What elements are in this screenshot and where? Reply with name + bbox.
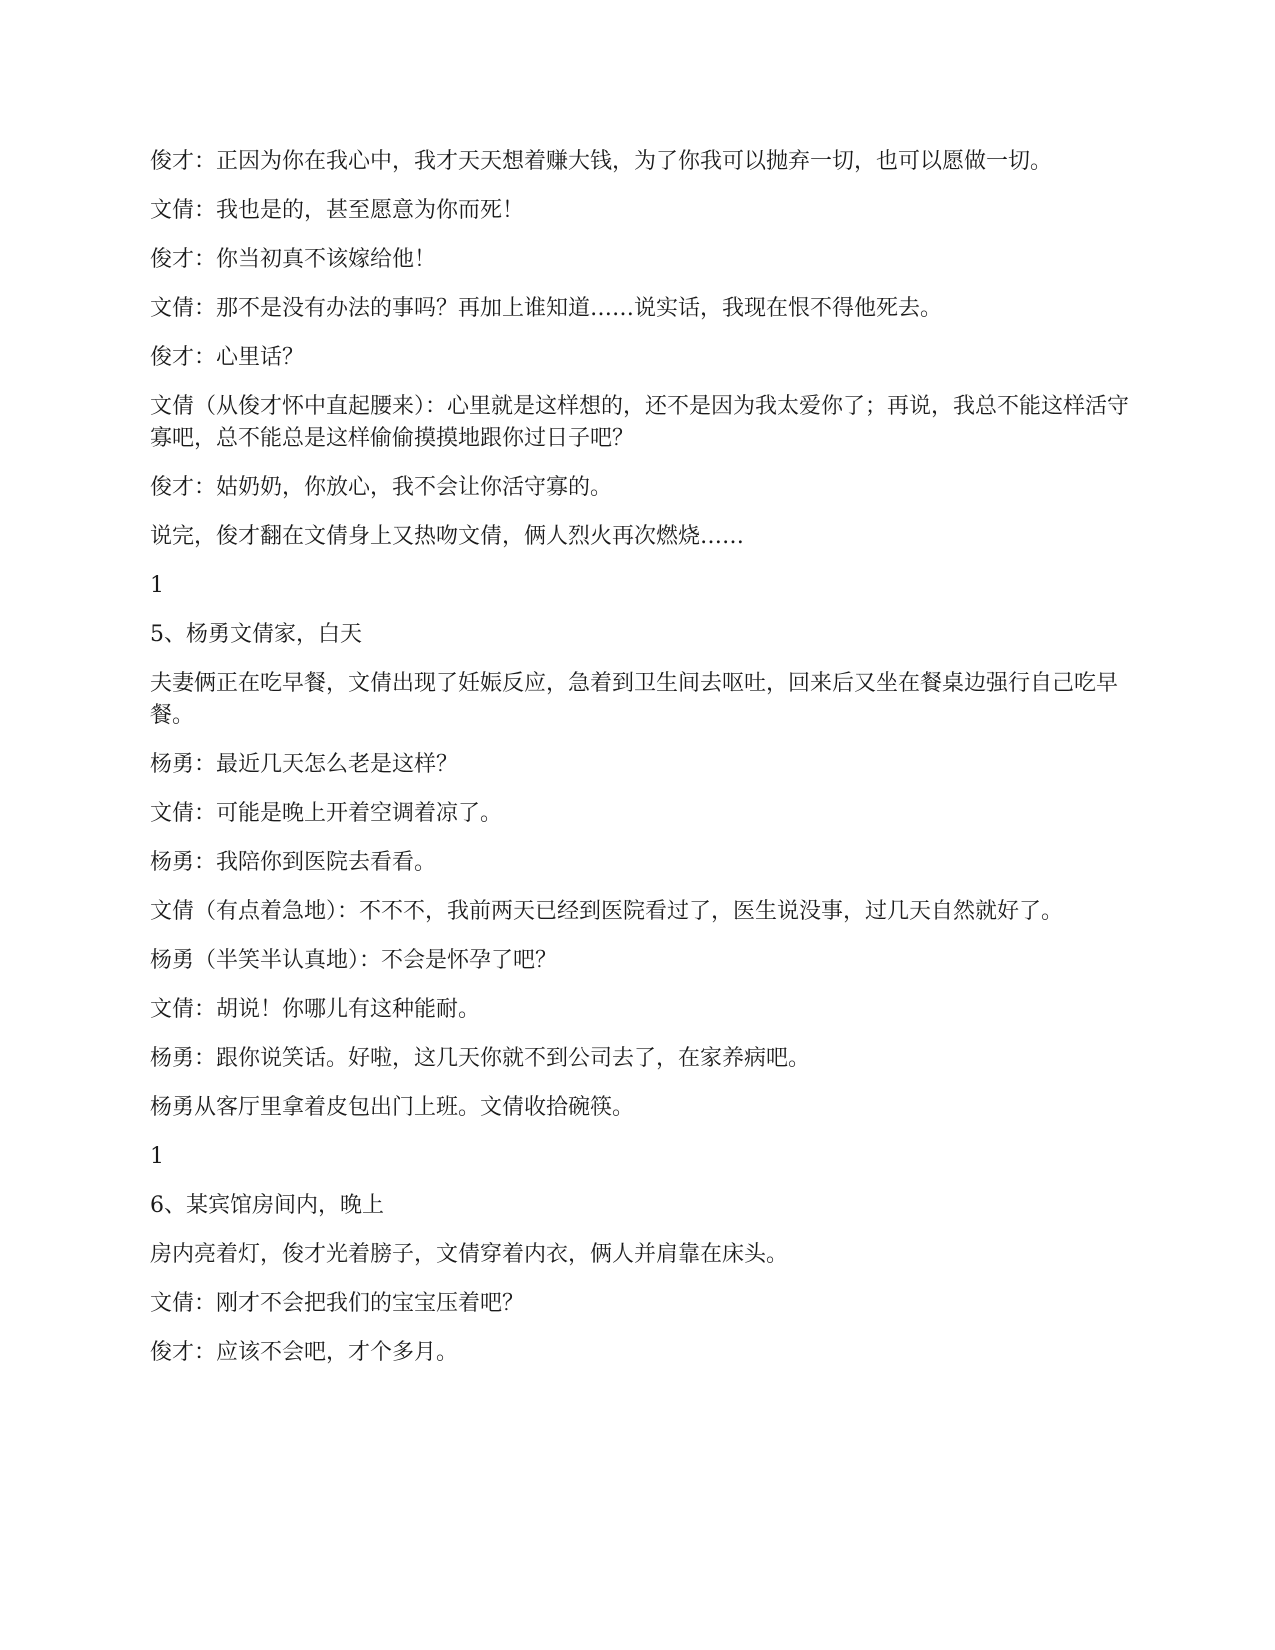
dialogue-line: 俊才：正因为你在我心中，我才天天想着赚大钱，为了你我可以抛弃一切，也可以愿做一切。 — [150, 149, 1053, 174]
dialogue-line: 俊才：心里话？ — [150, 345, 305, 370]
page-marker: 1 — [150, 573, 164, 598]
stage-direction: 杨勇从客厅里拿着皮包出门上班。文倩收拾碗筷。 — [150, 1095, 635, 1120]
dialogue-line: 俊才：应该不会吧，才个多月。 — [150, 1340, 459, 1365]
dialogue-line: 文倩：可能是晚上开着空调着凉了。 — [150, 801, 503, 826]
dialogue-line: 文倩（有点着急地）：不不不，我前两天已经到医院看过了，医生说没事，过几天自然就好了。 — [150, 899, 1064, 924]
dialogue-line: 俊才：你当初真不该嫁给他！ — [150, 247, 437, 272]
document-body — [150, 146, 1130, 1386]
page-marker: 1 — [150, 1144, 164, 1169]
dialogue-line: 文倩：我也是的，甚至愿意为你而死！ — [150, 198, 525, 223]
dialogue-line: 文倩（从俊才怀中直起腰来）：心里就是这样想的，还不是因为我太爱你了；再说，我总不能这样活守寡吧，总不能总是这样偷偷摸摸地跟你过日子吧？ — [150, 394, 1130, 451]
dialogue-line: 杨勇：最近几天怎么老是这样？ — [150, 752, 459, 777]
stage-direction: 说完，俊才翻在文倩身上又热吻文倩，俩人烈火再次燃烧…… — [150, 524, 745, 549]
stage-direction: 夫妻俩正在吃早餐，文倩出现了妊娠反应，急着到卫生间去呕吐，回来后又坐在餐桌边强行自己吃早餐。 — [150, 671, 1119, 728]
scene-heading: 5、杨勇文倩家，白天 — [150, 622, 362, 647]
dialogue-line: 杨勇：跟你说笑话。好啦，这几天你就不到公司去了，在家养病吧。 — [150, 1046, 811, 1071]
dialogue-line: 文倩：胡说！你哪儿有这种能耐。 — [150, 997, 481, 1022]
dialogue-line: 文倩：那不是没有办法的事吗？再加上谁知道……说实话，我现在恨不得他死去。 — [150, 296, 943, 321]
dialogue-line: 俊才：姑奶奶，你放心，我不会让你活守寡的。 — [150, 475, 613, 500]
dialogue-line: 文倩：刚才不会把我们的宝宝压着吧？ — [150, 1291, 525, 1316]
stage-direction: 房内亮着灯，俊才光着膀子，文倩穿着内衣，俩人并肩靠在床头。 — [150, 1242, 789, 1267]
dialogue-line: 杨勇：我陪你到医院去看看。 — [150, 850, 437, 875]
dialogue-line: 杨勇（半笑半认真地）：不会是怀孕了吧？ — [150, 948, 558, 973]
scene-heading: 6、某宾馆房间内，晚上 — [150, 1193, 384, 1218]
